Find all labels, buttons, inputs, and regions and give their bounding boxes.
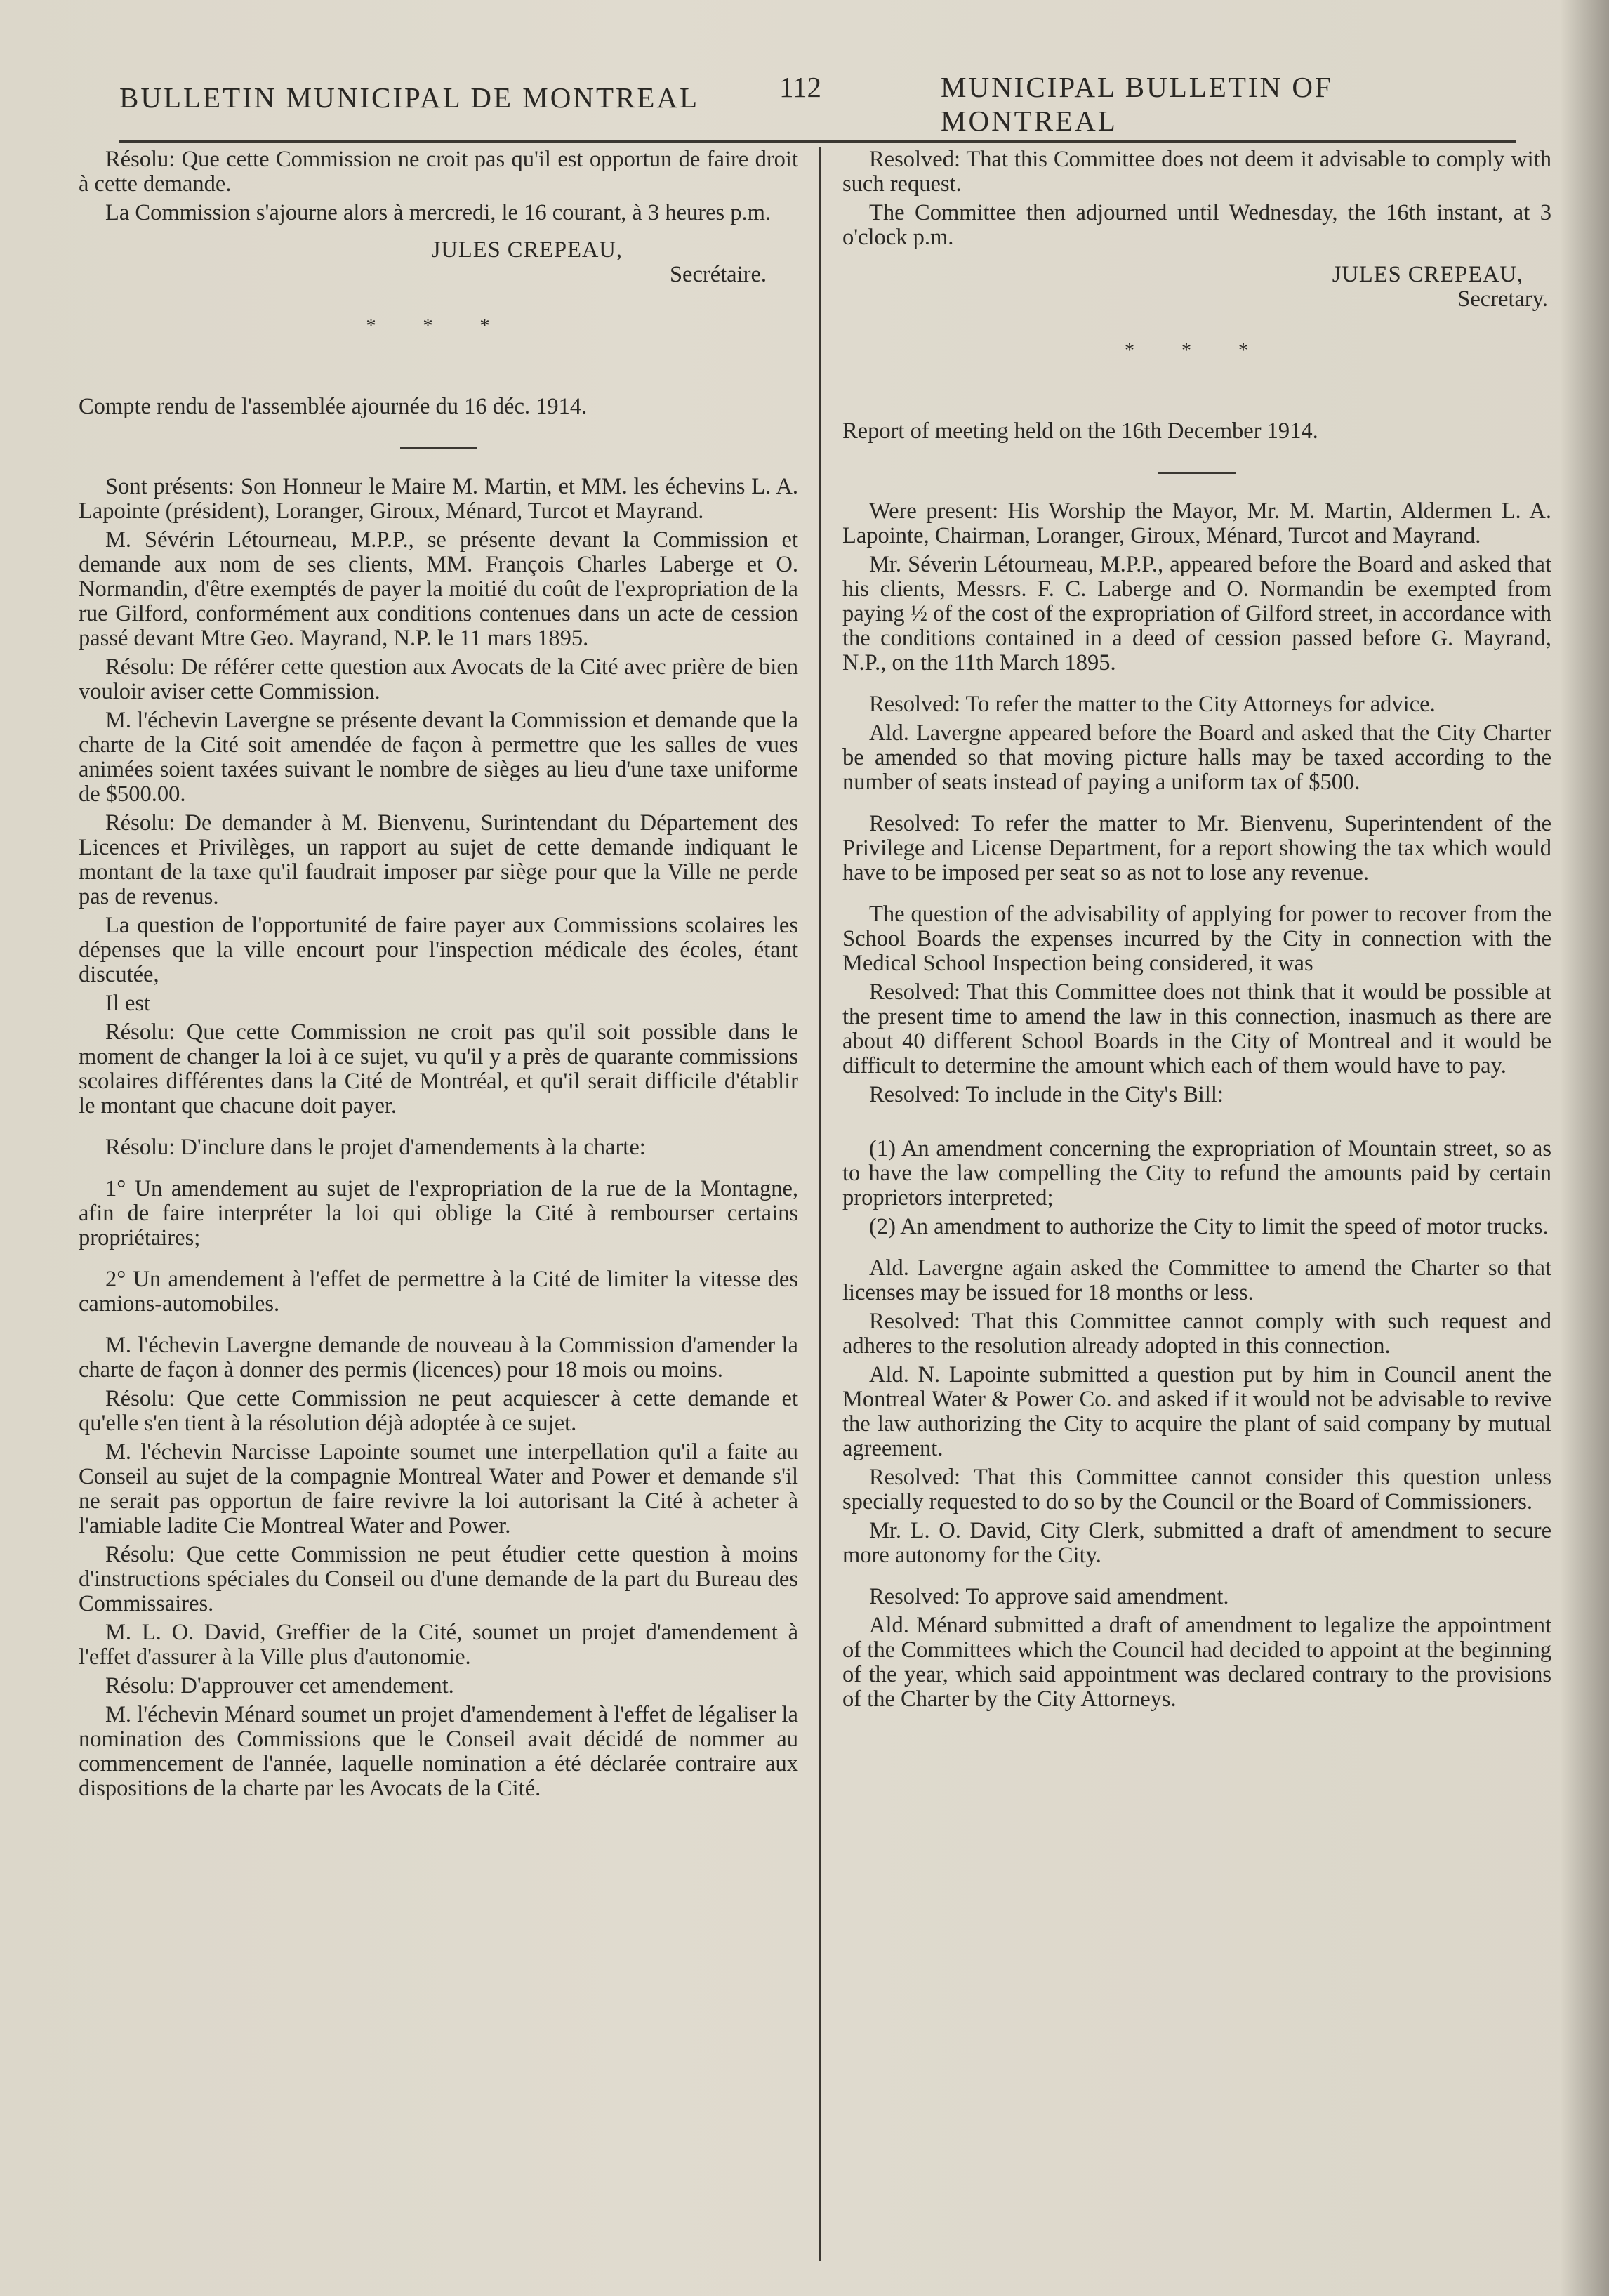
paragraph: Resolved: To include in the City's Bill:: [869, 1082, 1224, 1107]
paragraph: Mr. L. O. David, City Clerk, submitted a draft of amendment to secure more autonomy for the City.: [842, 1518, 1551, 1568]
paragraph: Resolved: That this Committee does not deem it advisable to comply with such request.: [842, 147, 1551, 197]
paragraph: Resolved: To refer the matter to Mr. Bienvenu, Superintendent of the Privilege and License Department, for a report showing the tax which would have to be imposed per seat so as not to lose any revenue.: [842, 811, 1551, 885]
header-title-english: MUNICIPAL BULLETIN OF MONTREAL: [941, 71, 1333, 137]
paragraph: Ald. Ménard submitted a draft of amendment to legalize the appointment of the Committees which the Council had decided to appoint at the beginning of the year, which said appointment was declared contrary to the provisions of the Charter by the City Attorneys.: [842, 1613, 1551, 1712]
paragraph: The question of the advisability of applying for power to recover from the School Boards the expenses incurred by the City in connection with the Medical School Inspection being considered, it was: [842, 902, 1551, 976]
section-separator: * * *: [1125, 340, 1269, 362]
paragraph: Il est: [105, 991, 151, 1016]
paragraph: M. L. O. David, Greffier de la Cité, soumet un projet d'amendement à l'effet d'assurer à la Ville plus d'autonomie.: [79, 1620, 798, 1670]
paragraph: Résolu: De demander à M. Bienvenu, Surintendant du Département des Licences et Privilèges, un rapport au sujet de cette demande indiquant le montant de la taxe qu'il faudrait imposer par siège pour que la Ville ne perde pas de revenus.: [79, 810, 798, 909]
header-title-french: BULLETIN MUNICIPAL DE MONTREAL: [119, 81, 700, 114]
running-header: [119, 67, 1509, 144]
paragraph: Sont présents: Son Honneur le Maire M. Martin, et MM. les échevins L. A. Lapointe (président), Loranger, Giroux, Ménard, Turcot et Mayrand.: [79, 474, 798, 524]
paragraph: M. l'échevin Lavergne se présente devant la Commission et demande que la charte de la Cité soit amendée de façon à permettre que les salles de vues animées soient taxées suivant le nombre de sièges au lieu d'une taxe uniforme de $500.00.: [79, 708, 798, 807]
page-edge-shadow: [1560, 0, 1609, 2296]
paragraph: La Commission s'ajourne alors à mercredi, le 16 courant, à 3 heures p.m.: [105, 200, 772, 225]
paragraph: Résolu: Que cette Commission ne croit pas qu'il soit possible dans le moment de changer la loi à ce sujet, vu qu'il y a près de quarante commissions scolaires différentes dans la Cité de Montréal, et qu'il serait difficile d'établir le montant que chacune doit payer.: [79, 1020, 798, 1119]
paragraph: M. l'échevin Ménard soumet un projet d'amendement à l'effet de légaliser la nomination des Commissions que le Conseil avait décidé de nommer au commencement de l'année, laquelle nomination a été déclarée contraire aux dispositions de la charte par les Avocats de la Cité.: [79, 1702, 798, 1801]
paragraph: Ald. Lavergne appeared before the Board and asked that the City Charter be amended so that moving picture halls may be taxed according to the number of seats instead of paying a uniform tax of $500.: [842, 720, 1551, 795]
paragraph: Resolved: That this Committee cannot comply with such request and adheres to the resolution already adopted in this connection.: [842, 1309, 1551, 1359]
paragraph: Résolu: De référer cette question aux Avocats de la Cité avec prière de bien vouloir aviser cette Commission.: [79, 654, 798, 704]
paragraph: 1° Un amendement au sujet de l'expropriation de la rue de la Montagne, afin de faire interpréter la loi qui oblige la Cité à rembourser certains propriétaires;: [79, 1176, 798, 1251]
signature-title: Secretary.: [1457, 286, 1548, 312]
signature-title: Secrétaire.: [669, 262, 767, 287]
paragraph: Mr. Séverin Létourneau, M.P.P., appeared before the Board and asked that his clients, Messrs. F. C. Laberge and O. Normandin be exempted from paying ½ of the cost of the expropriation of Gilford street, in accordance with the conditions contained in a deed of cession passed before G. Mayrand, N.P., on the 11th March 1895.: [842, 552, 1551, 675]
paragraph: (2) An amendment to authorize the City to limit the speed of motor trucks.: [869, 1214, 1549, 1239]
signature-name: JULES CREPEAU,: [1332, 262, 1523, 287]
paragraph: Ald. Lavergne again asked the Committee to amend the Charter so that licenses may be issued for 18 months or less.: [842, 1255, 1551, 1305]
english-column: [842, 147, 1551, 1716]
paragraph: Resolved: That this Committee does not think that it would be possible at the present time to amend the law in this connection, inasmuch as there are about 40 different School Boards in the City of Montreal and it would be difficult to determine the amount which each of them would have to pay.: [842, 979, 1551, 1078]
paragraph: M. l'échevin Lavergne demande de nouveau à la Commission d'amender la charte de façon à donner des permis (licences) pour 18 mois ou moins.: [79, 1333, 798, 1383]
paragraph: Resolved: That this Committee cannot consider this question unless specially requested to do so by the Council or the Board of Commissioners.: [842, 1465, 1551, 1515]
paragraph: 2° Un amendement à l'effet de permettre à la Cité de limiter la vitesse des camions-automobiles.: [79, 1267, 798, 1317]
paragraph: M. l'échevin Narcisse Lapointe soumet une interpellation qu'il a faite au Conseil au sujet de la compagnie Montreal Water and Power et demande s'il ne serait pas opportun de faire revivre la loi autorisant la Cité à acheter à l'amiable ladite Cie Montreal Water and Power.: [79, 1439, 798, 1538]
paragraph: M. Sévérin Létourneau, M.P.P., se présente devant la Commission et demande aux nom de ses clients, MM. François Charles Laberge et O. Normandin, d'être exemptés de payer la moitié du coût de l'expropriation de la rue Gilford, conformément aux conditions contenues dans un acte de cession passé devant Mtre Geo. Mayrand, N.P. le 11 mars 1895.: [79, 527, 798, 651]
page-number: 112: [779, 71, 821, 103]
paragraph: Résolu: Que cette Commission ne croit pas qu'il est opportun de faire droit à cette demande.: [79, 147, 798, 197]
paragraph: Résolu: Que cette Commission ne peut acquiescer à cette demande et qu'elle s'en tient à la résolution déjà adoptée à ce sujet.: [79, 1386, 798, 1436]
paragraph: Résolu: D'approuver cet amendement.: [105, 1673, 454, 1698]
report-title: Report of meeting held on the 16th December 1914.: [842, 418, 1318, 444]
signature-name: JULES CREPEAU,: [431, 237, 623, 263]
paragraph: Résolu: D'inclure dans le projet d'amendements à la charte:: [105, 1135, 646, 1160]
column-divider: [819, 147, 821, 2261]
paragraph: Ald. N. Lapointe submitted a question put by him in Council anent the Montreal Water & Power Co. and asked if it would not be advisable to revive the law authorizing the City to acquire the plant of said company by mutual agreement.: [842, 1362, 1551, 1461]
paragraph: Résolu: Que cette Commission ne peut étudier cette question à moins d'instructions spéciales du Conseil ou d'une demande de la part du Bureau des Commissaires.: [79, 1542, 798, 1616]
section-separator: * * *: [366, 315, 511, 337]
report-title: Compte rendu de l'assemblée ajournée du 16 déc. 1914.: [79, 394, 588, 419]
french-column: [79, 147, 798, 1805]
paragraph: Resolved: To approve said amendment.: [869, 1584, 1229, 1609]
paragraph: (1) An amendment concerning the expropriation of Mountain street, so as to have the law compelling the City to refund the amounts paid by certain proprietors interpreted;: [842, 1136, 1551, 1210]
paragraph: La question de l'opportunité de faire payer aux Commissions scolaires les dépenses que la ville encourt pour l'inspection médicale des écoles, étant discutée,: [79, 913, 798, 987]
header-rule: [119, 140, 1516, 143]
paragraph: Were present: His Worship the Mayor, Mr. M. Martin, Aldermen L. A. Lapointe, Chairman, Loranger, Giroux, Ménard, Turcot and Mayrand.: [842, 499, 1551, 548]
paragraph: The Committee then adjourned until Wednesday, the 16th instant, at 3 o'clock p.m.: [842, 200, 1551, 250]
paragraph: Resolved: To refer the matter to the City Attorneys for advice.: [869, 692, 1436, 717]
